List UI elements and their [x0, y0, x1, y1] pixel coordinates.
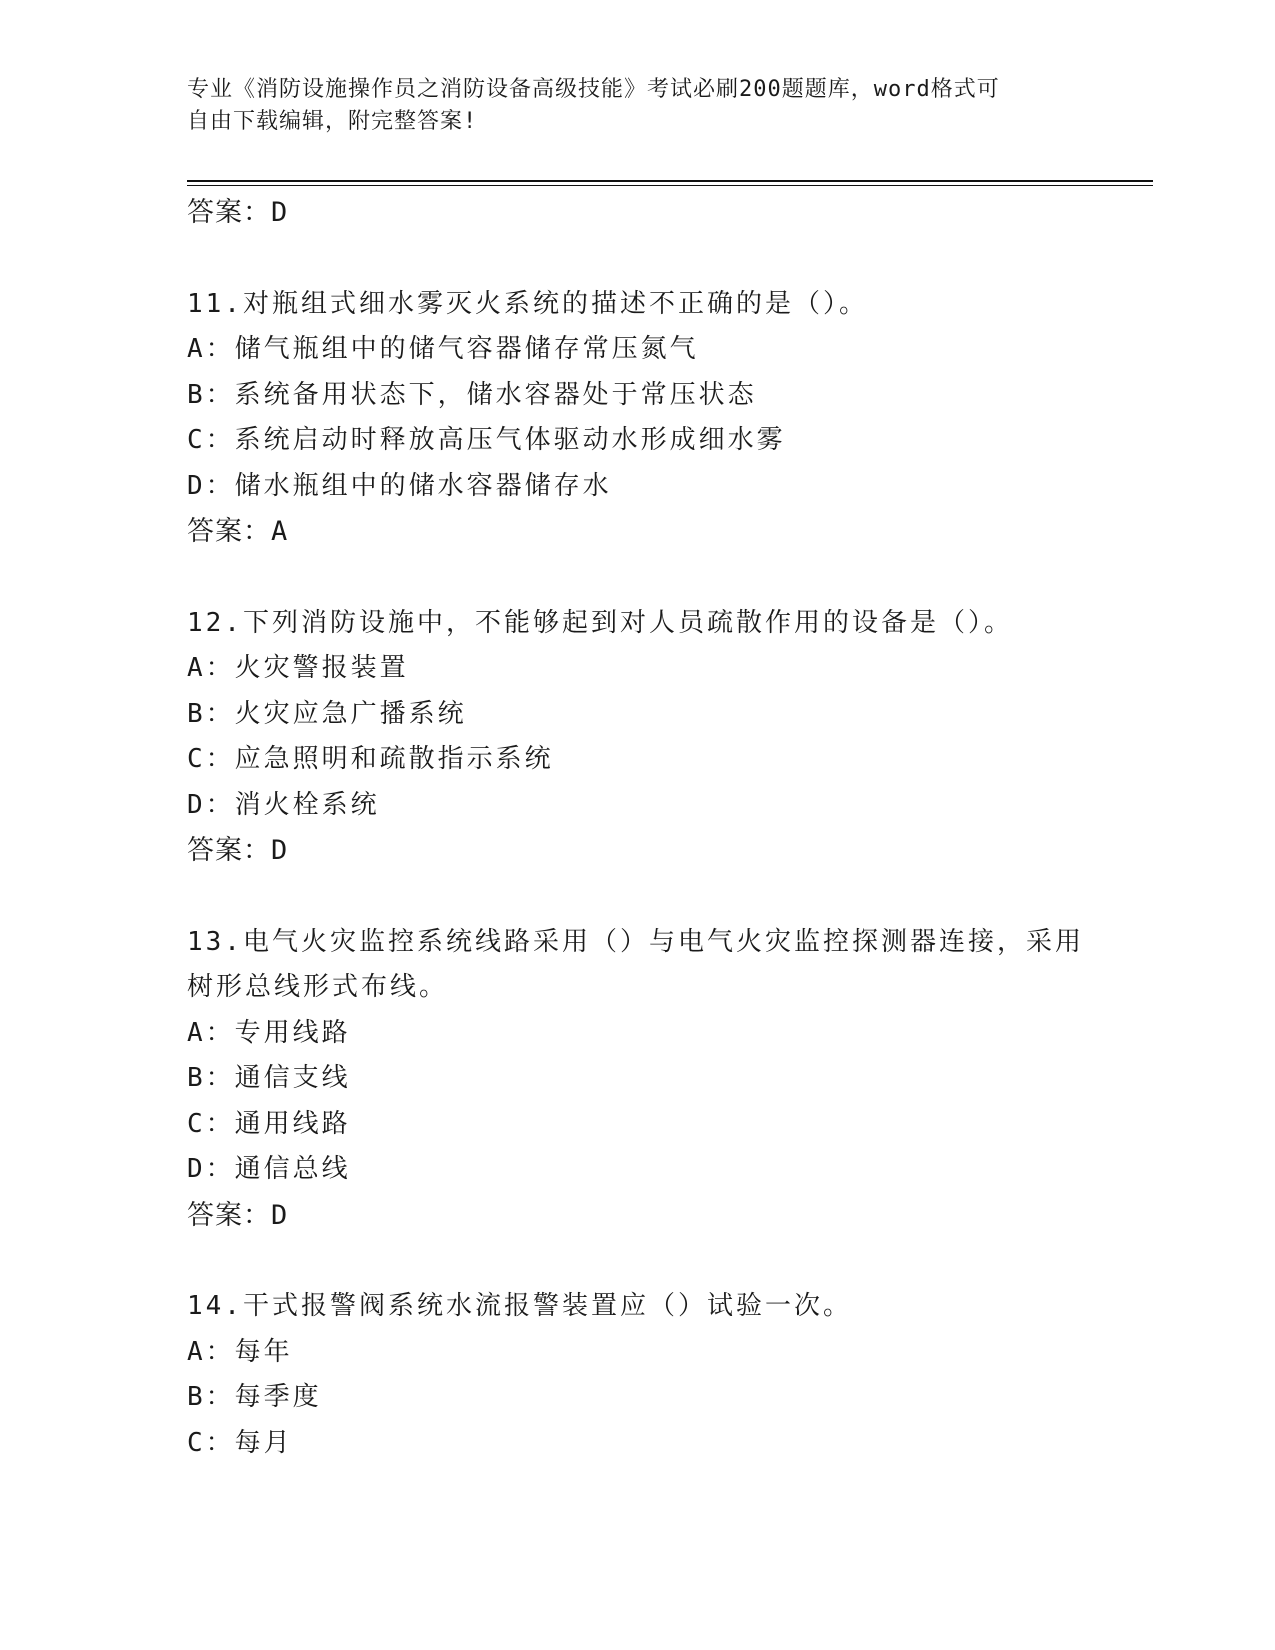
- spacer: [187, 874, 1087, 920]
- option-c: C：通用线路: [187, 1108, 351, 1139]
- option-a: A：火灾警报装置: [187, 653, 409, 683]
- option-b: B：每季度: [187, 1382, 322, 1412]
- header-divider: [187, 180, 1153, 182]
- answer: 答案：D: [187, 835, 289, 866]
- option-c: C：系统启动时释放高压气体驱动水形成细水雾: [187, 425, 786, 455]
- option-a: A：专用线路: [187, 1017, 351, 1048]
- question-list: [187, 190, 1087, 1466]
- question-stem: 12.下列消防设施中，不能够起到对人员疏散作用的设备是（）。: [187, 607, 1013, 638]
- question-stem-line-1: 13.电气火灾监控系统线路采用（）与电气火灾监控探测器连接，采用: [187, 926, 1084, 957]
- option-b: B：火灾应急广播系统: [187, 698, 467, 729]
- spacer: [187, 236, 1087, 282]
- question-13: [187, 920, 1087, 1239]
- header-divider-thin: [187, 185, 1153, 186]
- document-header: [187, 74, 1087, 138]
- question-stem: 14.干式报警阀系统水流报警装置应（）试验一次。: [187, 1291, 852, 1321]
- answer: 答案：D: [187, 1199, 289, 1231]
- question-11: [187, 282, 1087, 555]
- question-12: [187, 601, 1087, 874]
- option-b: B：系统备用状态下，储水容器处于常压状态: [187, 379, 757, 410]
- header-line-1: 专业《消防设施操作员之消防设备高级技能》考试必刷200题题库，word格式可: [187, 77, 1000, 102]
- option-a: A：每年: [187, 1336, 293, 1367]
- question-stem: 11.对瓶组式细水雾灭火系统的描述不正确的是（）。: [187, 288, 868, 319]
- option-d: D：消火栓系统: [187, 789, 380, 820]
- answer: 答案：A: [187, 516, 289, 547]
- option-b: B：通信支线: [187, 1063, 351, 1093]
- option-a: A：储气瓶组中的储气容器储存常压氮气: [187, 334, 699, 364]
- question-14: [187, 1284, 1087, 1466]
- option-d: D：通信总线: [187, 1154, 351, 1184]
- spacer: [187, 1238, 1087, 1284]
- answer-q10: 答案：D: [187, 197, 289, 228]
- question-stem-line-2: 树形总线形式布线。: [187, 972, 449, 1002]
- spacer: [187, 555, 1087, 601]
- option-c: C：每月: [187, 1427, 293, 1458]
- option-c: C：应急照明和疏散指示系统: [187, 744, 554, 774]
- header-line-2: 自由下载编辑，附完整答案!: [187, 109, 478, 134]
- option-d: D：储水瓶组中的储水容器储存水: [187, 470, 612, 501]
